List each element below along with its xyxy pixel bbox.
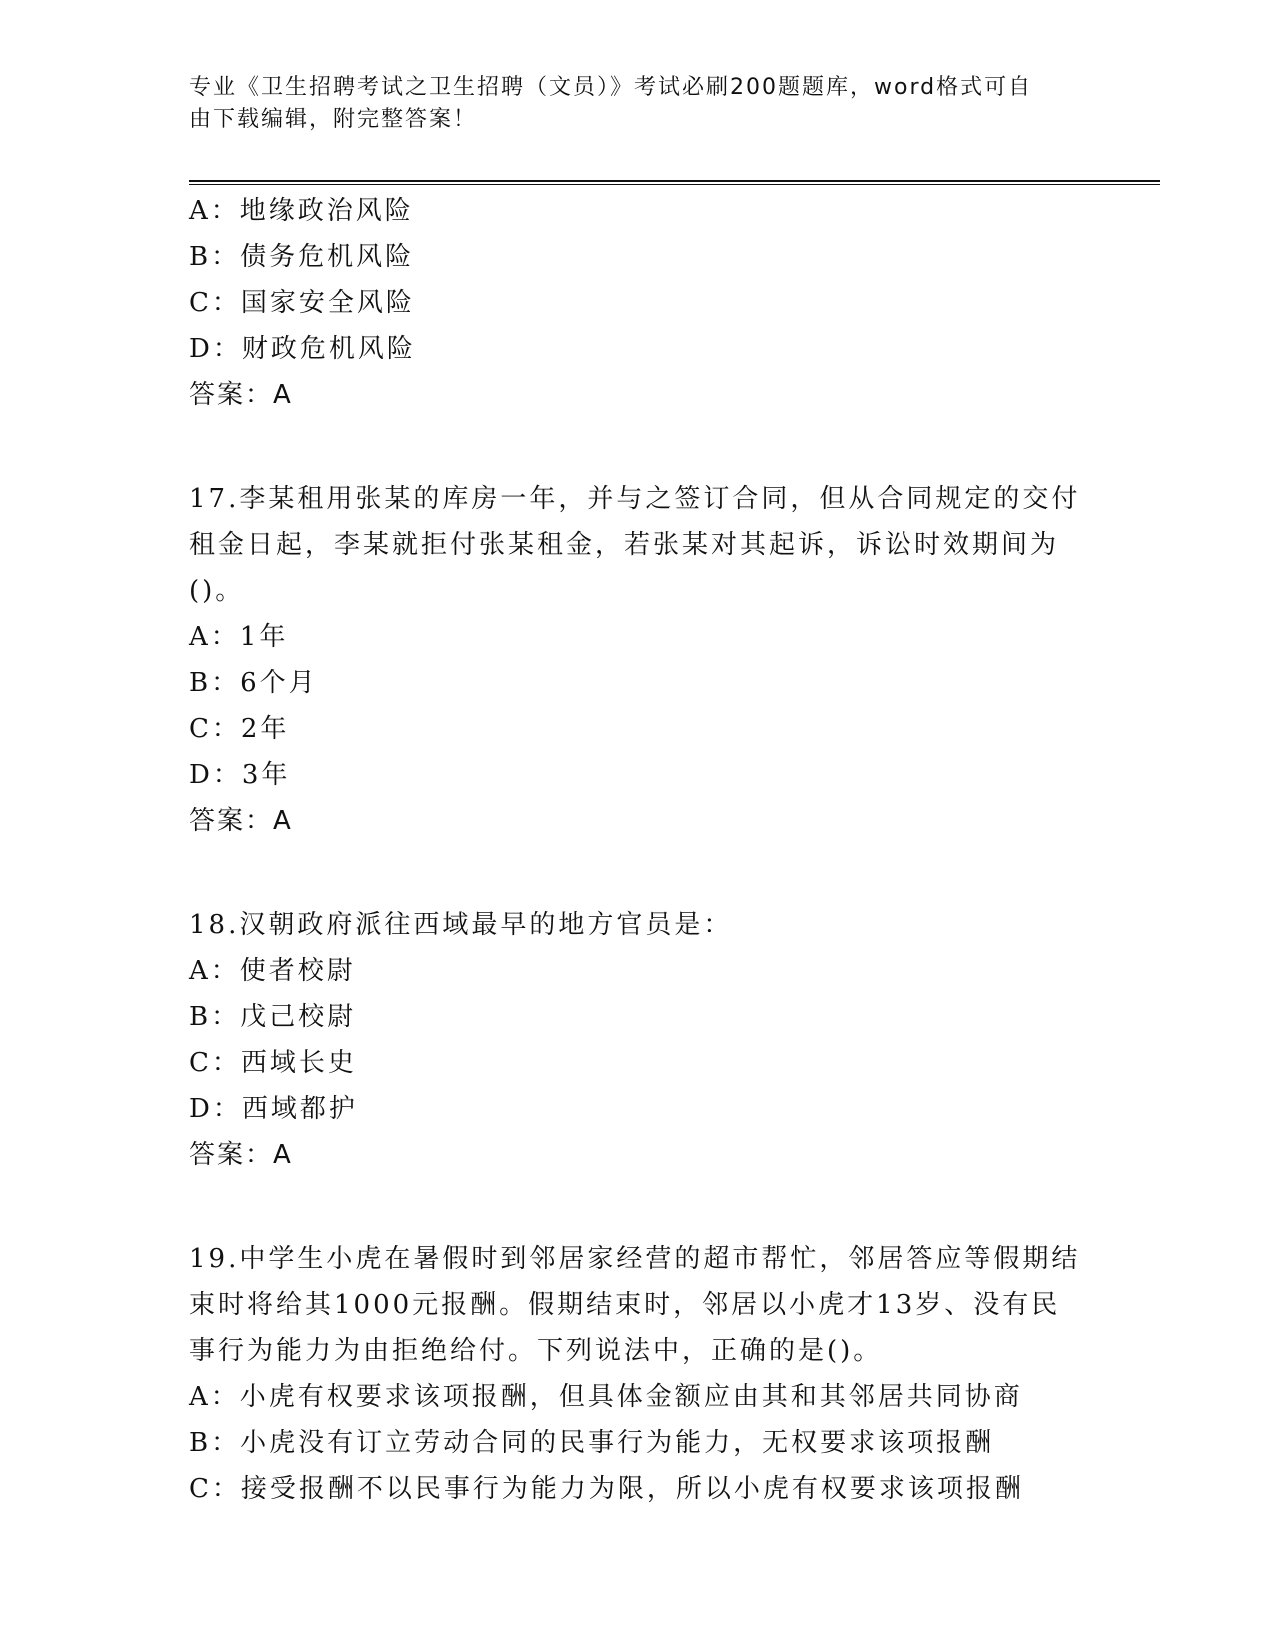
question-17 — [189, 476, 1089, 844]
option-d: D：财政危机风险 — [189, 334, 416, 364]
spacer — [189, 844, 1089, 902]
header-line-1: 专业《卫生招聘考试之卫生招聘（文员）》考试必刷200题题库，word格式可自 — [189, 75, 1033, 100]
spacer — [189, 418, 1089, 476]
option-a: A：使者校尉 — [189, 956, 356, 986]
question-list — [189, 188, 1089, 1512]
spacer — [189, 1178, 1089, 1236]
option-d: D：西域都护 — [189, 1094, 358, 1124]
question-18 — [189, 902, 1089, 1178]
option-b: B：戊己校尉 — [189, 1002, 357, 1032]
header-divider-thin — [189, 184, 1160, 185]
option-b: B：小虎没有订立劳动合同的民事行为能力，无权要求该项报酬 — [189, 1428, 995, 1458]
question-text-line: ()。 — [189, 576, 245, 606]
document-header — [189, 72, 1069, 136]
option-c: C：接受报酬不以民事行为能力为限，所以小虎有权要求该项报酬 — [189, 1474, 1024, 1504]
question-16 — [189, 188, 1089, 418]
option-b: B：6个月 — [189, 668, 318, 698]
question-text-line: 19.中学生小虎在暑假时到邻居家经营的超市帮忙，邻居答应等假期结 — [189, 1244, 1081, 1274]
answer-line: 答案：A — [189, 1140, 293, 1170]
header-line-2: 由下载编辑，附完整答案！ — [189, 107, 478, 132]
option-a: A：小虎有权要求该项报酬，但具体金额应由其和其邻居共同协商 — [189, 1382, 1023, 1412]
question-text-line: 17.李某租用张某的库房一年，并与之签订合同，但从合同规定的交付 — [189, 484, 1081, 514]
question-text-line: 束时将给其1000元报酬。假期结束时，邻居以小虎才13岁、没有民 — [189, 1290, 1061, 1320]
question-19 — [189, 1236, 1089, 1512]
header-divider-thick — [189, 180, 1160, 182]
answer-line: 答案：A — [189, 806, 293, 836]
option-c: C：西域长史 — [189, 1048, 357, 1078]
option-a: A：1年 — [189, 622, 289, 652]
option-a: A：地缘政治风险 — [189, 196, 414, 226]
option-c: C：2年 — [189, 714, 290, 744]
option-d: D：3年 — [189, 760, 291, 790]
question-text-line: 18.汉朝政府派往西域最早的地方官员是： — [189, 910, 733, 940]
option-c: C：国家安全风险 — [189, 288, 415, 318]
question-text-line: 租金日起，李某就拒付张某租金，若张某对其起诉，诉讼时效期间为 — [189, 530, 1060, 560]
question-text-line: 事行为能力为由拒绝给付。下列说法中，正确的是()。 — [189, 1336, 883, 1366]
option-b: B：债务危机风险 — [189, 242, 415, 272]
answer-line: 答案：A — [189, 380, 293, 410]
